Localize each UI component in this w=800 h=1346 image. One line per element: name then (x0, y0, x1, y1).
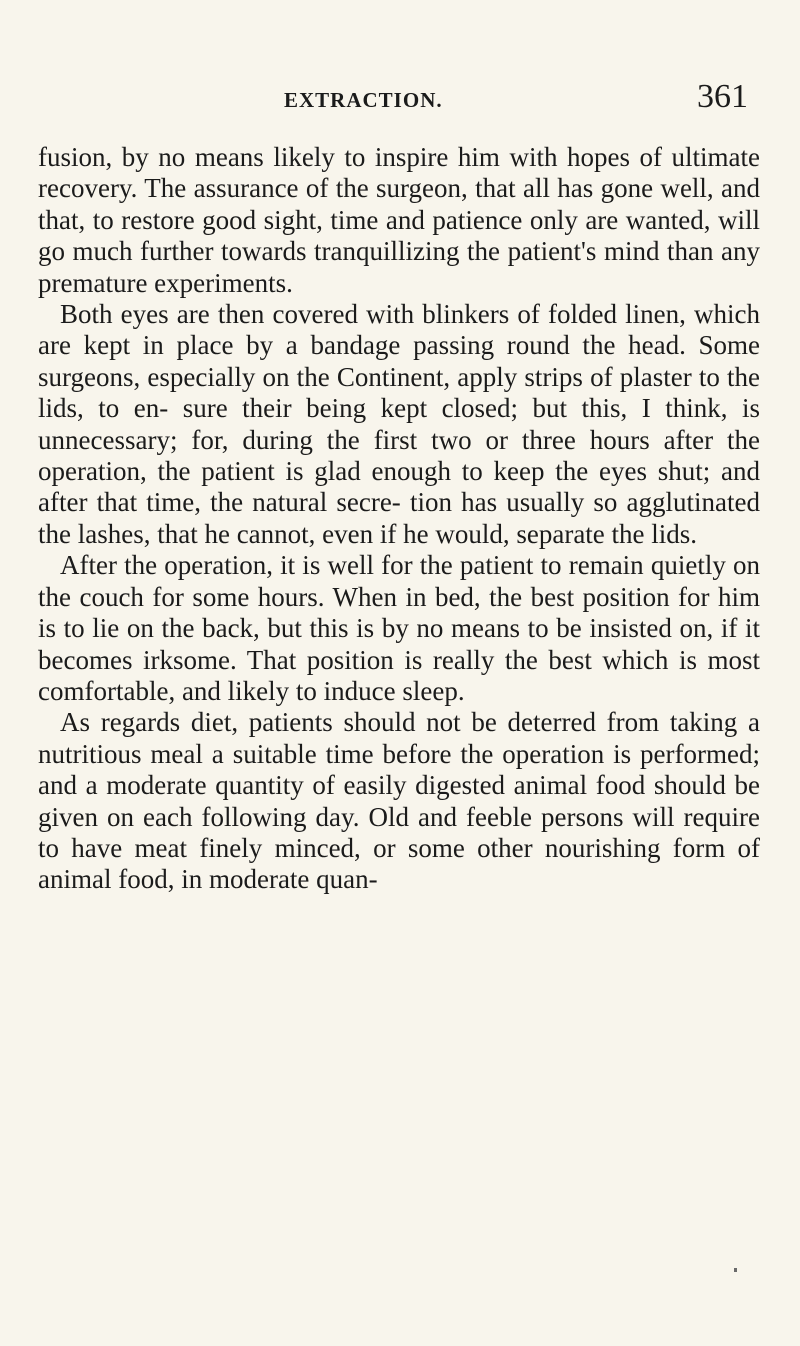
page-number: 361 (697, 78, 748, 115)
paragraph: fusion, by no means likely to inspire him with hopes of ultimate recovery. The assurance of the surgeon, that all has gone well, and that, to restore good sight, time and patience only are wanted, will go much further towards tranquillizing the patient's mind than any premature experiments. (38, 142, 760, 298)
body-text (38, 142, 760, 896)
paragraph: Both eyes are then covered with blinkers of folded linen, which are kept in place by a bandage passing round the head. Some surgeons, especially on the Continent, apply strips of plaster to the lids, to en- sure their being kept closed; but this, I think, is unnecessary; for, during the first two or three hours after the operation, the patient is glad enough to keep the eyes shut; and after that time, the natural secre- tion has usually so agglutinated the lashes, that he cannot, even if he would, separate the lids. (38, 299, 760, 549)
paragraph: As regards diet, patients should not be deterred from taking a nutritious meal a suitable time before the operation is performed; and a moderate quantity of easily digested animal food should be given on each following day. Old and feeble persons will require to have meat finely minced, or some other nourishing form of animal food, in moderate quan- (38, 707, 760, 895)
running-head: EXTRACTION. (284, 88, 443, 112)
ink-speck (734, 1268, 737, 1272)
paragraph: After the operation, it is well for the patient to remain quietly on the couch for some hours. When in bed, the best position for him is to lie on the back, but this is by no means to be insisted on, if it becomes irksome. That position is really the best which is most comfortable, and likely to induce sleep. (38, 550, 760, 706)
